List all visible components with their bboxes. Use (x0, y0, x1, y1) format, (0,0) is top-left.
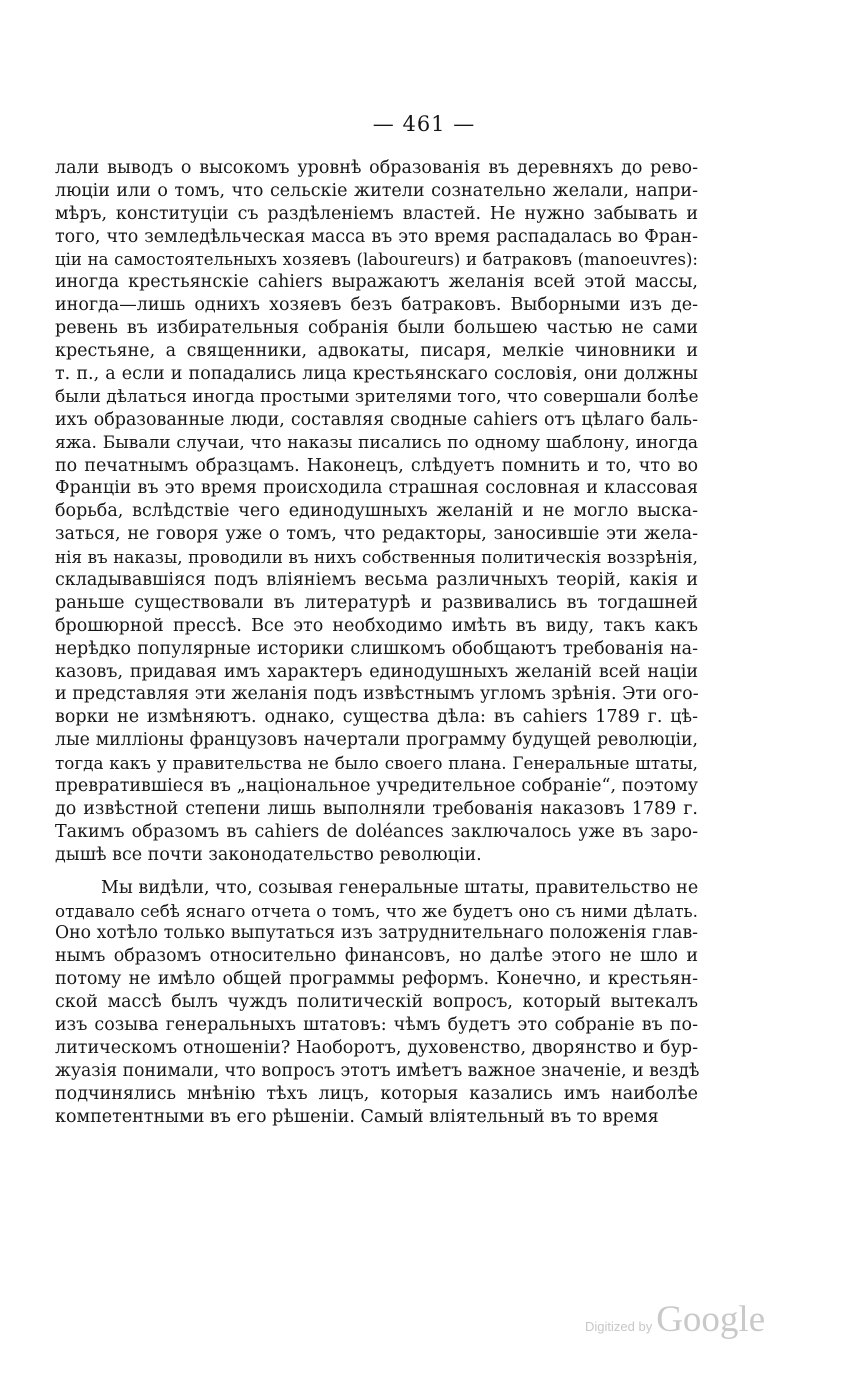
body-text (55, 157, 698, 1128)
text-line: Оно хотѣло только выпутаться изъ затруднительнаго положенія глав- (55, 923, 698, 944)
text-line: превратившіеся въ „національное учредительное собраніе“, поэтому (55, 776, 698, 797)
text-line: того, что земледѣльческая масса въ это время распадалась во Фран- (55, 226, 698, 247)
text-line: компетентными въ его рѣшеніи. Самый вліятельный въ то время (55, 1106, 659, 1127)
text-line: нія въ наказы, проводили въ нихъ собственныя политическія воззрѣнія, (55, 547, 698, 568)
text-line: подчинялись мнѣнію тѣхъ лицъ, которыя казались имъ наиболѣе (55, 1083, 698, 1104)
text-line: заться, не говоря уже о томъ, что редакторы, заносившіе эти жела- (55, 524, 698, 545)
text-line: ревень въ избирательныя собранія были большею частью не сами (55, 318, 698, 339)
text-line: раньше существовали въ литературѣ и развивались въ тогдашней (55, 592, 698, 613)
text-line: потому не имѣло общей программы реформъ. Конечно, и крестьян- (55, 969, 698, 990)
text-line: иногда—лишь однихъ хозяевъ безъ батраковъ. Выборными изъ де- (55, 295, 698, 316)
text-line: Франціи въ это время происходила страшная сословная и классовая (55, 478, 698, 499)
text-line: нерѣдко популярные историки слишкомъ обобщаютъ требованія на- (55, 638, 698, 659)
text-line: Такимъ образомъ въ cahiers de doléances заключалось уже въ заро- (55, 821, 698, 842)
text-line: нымъ образомъ относительно финансовъ, но далѣе этого не шло и (55, 946, 698, 967)
text-line: жуазія понимали, что вопросъ этотъ имѣетъ важное значеніе, и вездѣ (55, 1060, 700, 1081)
text-line: дышѣ все почти законодательство революціи. (55, 844, 482, 865)
text-line: люціи или о томъ, что сельскіе жители сознательно желали, напри- (55, 180, 698, 201)
text-line: до извѣстной степени лишь выполняли требованія наказовъ 1789 г. (55, 798, 698, 819)
text-line: были дѣлаться иногда простыми зрителями того, что совершали болѣе (55, 386, 699, 407)
text-line: яжа. Бывали случаи, что наказы писались по одному шаблону, иногда (55, 432, 698, 453)
text-line: борьба, вслѣдствіе чего единодушныхъ желаній и не могло выска- (55, 501, 698, 522)
paragraph (55, 877, 698, 1129)
text-line: изъ созыва генеральныхъ штатовъ: чѣмъ будетъ это собраніе въ по- (55, 1014, 698, 1035)
text-line: мѣръ, конституціи съ раздѣленіемъ властей. Не нужно забывать и (55, 203, 698, 224)
text-line: ихъ образованные люди, составляя сводные cahiers отъ цѣлаго баль- (55, 409, 698, 430)
text-line: литическомъ отношеніи? Наоборотъ, духовенство, дворянство и бур- (55, 1037, 698, 1058)
text-line: ской массѣ былъ чуждъ политическій вопросъ, который вытекалъ (55, 992, 698, 1013)
text-line: крестьяне, а священники, адвокаты, писаря, мелкіе чиновники и (55, 341, 698, 362)
text-line: Мы видѣли, что, созывая генеральные штаты, правительство не (101, 877, 699, 898)
digitized-watermark (585, 1298, 765, 1341)
text-line: т. п., а если и попадались лица крестьянскаго сословія, они должны (55, 364, 698, 385)
digitized-by-label: Digitized by (585, 1319, 653, 1334)
text-line: отдавало себѣ яснаго отчета о томъ, что же будетъ оно съ ними дѣлать. (55, 900, 698, 921)
text-line: по печатнымъ образцамъ. Наконецъ, слѣдуетъ помнить и то, что во (55, 455, 698, 476)
text-line: казовъ, придавая имъ характеръ единодушныхъ желаній всей націи (55, 661, 698, 682)
text-line: ворки не измѣняютъ. однако, существа дѣла: въ cahiers 1789 г. цѣ- (55, 707, 698, 728)
text-line: брошюрной прессѣ. Все это необходимо имѣть въ виду, такъ какъ (55, 615, 698, 636)
text-line: лали выводъ о высокомъ уровнѣ образованія въ деревняхъ до рево- (55, 158, 698, 178)
text-line: тогда какъ у правительства не было своего плана. Генеральные штаты, (55, 753, 698, 774)
paragraph (55, 157, 698, 867)
text-line: лые милліоны французовъ начертали программу будущей революціи, (55, 730, 698, 751)
text-line: иногда крестьянскіе cahiers выражаютъ желанія всей этой массы, (55, 272, 698, 293)
text-line: и представляя эти желанія подъ извѣстнымъ угломъ зрѣнія. Эти ого- (55, 684, 699, 705)
text-line: складывавшіяся подъ вліяніемъ весьма различныхъ теорій, какія и (55, 570, 698, 591)
page-number: — 461 — (372, 112, 476, 136)
text-line: ціи на самостоятельныхъ хозяевъ (laboureurs) и батраковъ (manoeuvres): (55, 249, 698, 269)
google-logo: Google (656, 1299, 766, 1340)
